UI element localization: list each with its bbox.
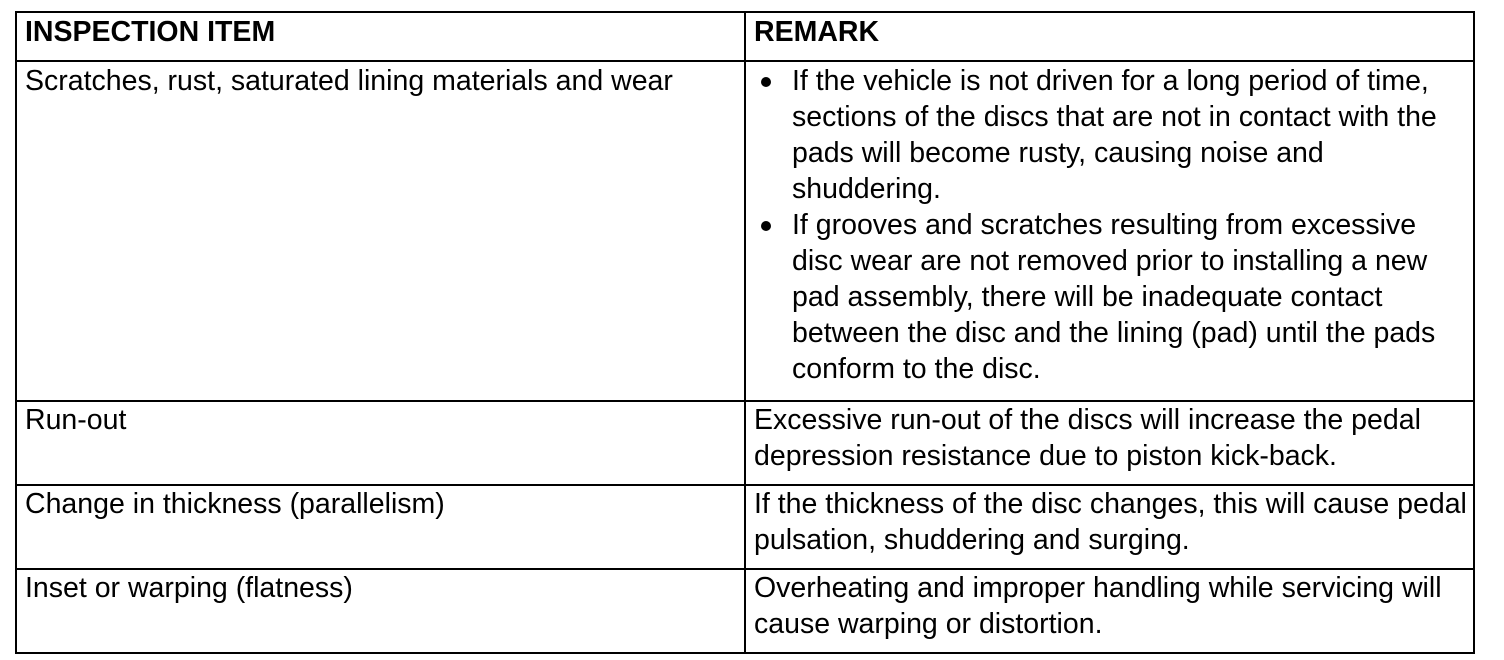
table-header-row: [16, 12, 1474, 61]
table-row: [16, 485, 1474, 569]
remark-bullet-text: If grooves and scratches resulting from excessive disc wear are not removed prior to installing a new pad assembly, there will be inadequate contact between the disc and the lining (pad) until the pads conform to the disc.: [792, 209, 1436, 385]
item-cell: Scratches, rust, saturated lining materials and wear: [16, 61, 745, 401]
item-cell: Run-out: [16, 401, 745, 485]
remark-cell: Overheating and improper handling while servicing will cause warping or distortion.: [745, 569, 1474, 653]
item-cell: Inset or warping (flatness): [16, 569, 745, 653]
remark-cell: [745, 61, 1474, 401]
item-cell: Change in thickness (parallelism): [16, 485, 745, 569]
remark-cell: If the thickness of the disc changes, this will cause pedal pulsation, shuddering and surging.: [745, 485, 1474, 569]
header-inspection-item: INSPECTION ITEM: [16, 12, 745, 61]
remark-bullet-list: [754, 63, 1467, 387]
table-row: [16, 401, 1474, 485]
table-row: [16, 569, 1474, 653]
header-remark: REMARK: [745, 12, 1474, 61]
table-row: [16, 61, 1474, 401]
remark-cell: Excessive run-out of the discs will increase the pedal depression resistance due to piston kick-back.: [745, 401, 1474, 485]
remark-bullet-item: [792, 207, 1467, 387]
bullet-icon: [761, 221, 771, 231]
remark-bullet-item: [792, 63, 1467, 207]
remark-bullet-text: If the vehicle is not driven for a long period of time, sections of the discs that are not in contact with the pads will become rusty, causing noise and shuddering.: [792, 65, 1437, 205]
inspection-table: [15, 11, 1475, 654]
bullet-icon: [761, 77, 771, 87]
